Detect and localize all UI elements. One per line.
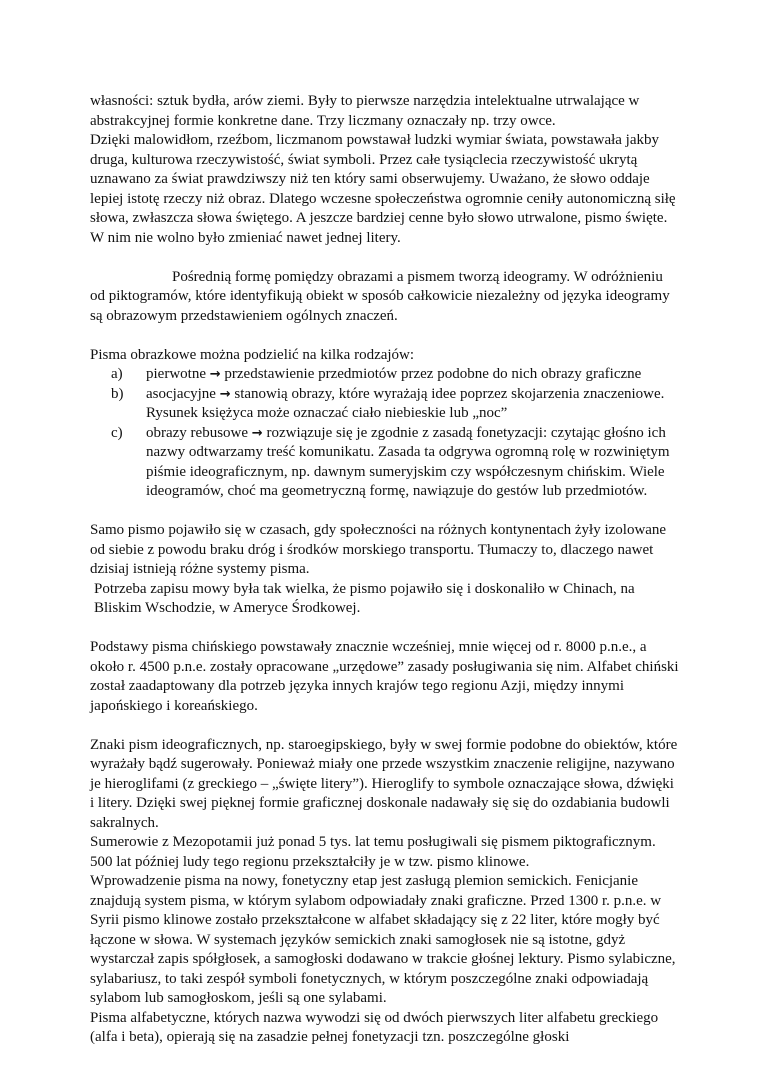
paragraph: Pisma alfabetyczne, których nazwa wywodzi się od dwóch pierwszych liter alfabetu greckiego (alfa i beta), opierają się na zasadzie pełnej fonetyzacji tzn. poszczególne głoski bbox=[90, 1009, 659, 1045]
list-marker: a) bbox=[111, 366, 123, 382]
list-intro: Pisma obrazkowe można podzielić na kilka rodzajów: bbox=[90, 346, 415, 363]
paragraph: Podstawy pisma chińskiego powstawały znacznie wcześniej, mnie więcej od r. 8000 p.n.e., a około r. 4500 p.n.e. zostały opracowane „urzędowe” zasady posługiwania się nim. Alfabet chiński został zaadaptowany dla potrzeb języka innych krajów tego regionu Azji, między innymi japońskiego i koreańskiego. bbox=[90, 639, 679, 714]
paragraph: Wprowadzenie pisma na nowy, fonetyczny etap jest zasługą plemion semickich. Fenicjanie znajdują system pisma, w którym sylabom odpowiadały znaki graficzne. Przed 1300 r. p.n.e. w Syrii pismo klinowe zostało przekształcone w alfabet składający się z 22 liter, które mogły być łączone w słowa. W systemach języków semickich znaki samogłosek nie są istotne, gdyż wystarczał zapis spółgłosek, a samogłoski dodawano w trakcie głośnej lektury. Pismo sylabiczne, sylabariusz, to taki zespół symboli fonetycznych, w którym poszczególne znaki odpowiadają sylabom lub samogłoskom, jeśli są one sylabami. bbox=[90, 873, 676, 1006]
list-text: stanowią obrazy, które wyrażają idee poprzez skojarzenia znaczeniowe. Rysunek księżyca może oznaczać ciało niebieskie lub „noc” bbox=[146, 385, 665, 421]
list-item bbox=[90, 365, 680, 385]
paragraph: Sumerowie z Mezopotamii już ponad 5 tys. lat temu posługiwali się pismem piktograficznym. 500 lat później ludy tego regionu przekształciły je w tzw. pismo klinowe. bbox=[90, 834, 656, 870]
blank-line bbox=[90, 716, 680, 736]
list-term: asocjacyjne bbox=[146, 385, 216, 402]
list-item bbox=[90, 424, 680, 502]
writing-types-list bbox=[90, 365, 680, 502]
list-item bbox=[90, 385, 680, 424]
blank-line bbox=[90, 619, 680, 639]
paragraph: Pośrednią formę pomiędzy obrazami a pismem tworzą ideogramy. W odróżnieniu od piktogramów, które identyfikują obiekt w sposób całkowicie niezależny od języka ideogramy są obrazowym przedstawieniem ogólnych znaczeń. bbox=[90, 268, 670, 324]
right-arrow-icon: → bbox=[251, 425, 263, 441]
list-term: pierwotne bbox=[146, 366, 206, 382]
list-marker: b) bbox=[111, 385, 124, 402]
right-arrow-icon: → bbox=[209, 367, 221, 382]
paragraph: Dzięki malowidłom, rzeźbom, liczmanom powstawał ludzki wymiar świata, powstawała jakby druga, kulturowa rzeczywistość, świat symboli. Przez całe tysiąclecia rzeczywistość ukrytą uznawano za świat prawdziwszy niż ten który sami obserwujemy. Uważano, że słowo oddaje lepiej istotę rzeczy niż obraz. Dlatego wczesne społeczeństwa ogromnie ceniły autonomiczną siłę słowa, zwłaszcza słowa świętego. A jeszcze bardziej cenne było słowo utrwalone, pismo święte. W nim nie wolno było zmieniać nawet jednej litery. bbox=[90, 132, 676, 246]
list-text: przedstawienie przedmiotów przez podobne do nich obrazy graficzne bbox=[224, 366, 642, 382]
paragraph: Samo pismo pojawiło się w czasach, gdy społeczności na różnych kontynentach żyły izolowane od siebie z powodu braku dróg i środków morskiego transportu. Tłumaczy to, dlaczego nawet dzisiaj istnieją różne systemy pisma. bbox=[90, 522, 667, 577]
document-body bbox=[90, 92, 680, 1048]
list-marker: c) bbox=[111, 424, 123, 441]
list-text: rozwiązuje się je zgodnie z zasadą fonetyzacji: czytając głośno ich nazwy odtwarzamy treść komunikatu. Zasada ta odgrywa ogromną rolę w rozwiniętym piśmie ideograficznym, np. dawnym sumeryjskim czy współczesnym chińskim. Wiele ideogramów, choć ma geometryczną formę, nawiązuje do gestów lub przedmiotów. bbox=[146, 424, 670, 499]
blank-line bbox=[90, 248, 680, 268]
list-term: obrazy rebusowe bbox=[146, 424, 249, 441]
blank-line bbox=[90, 326, 680, 346]
paragraph: Znaki pism ideograficznych, np. staroegipskiego, były w swej formie podobne do obiektów, które wyrażały bądź sugerowały. Ponieważ miały one przede wszystkim znaczenie religijne, nazywano je hieroglifami (z greckiego – „święte litery”). Hieroglify to symbole oznaczające słowa, dźwięki i litery. Dzięki swej pięknej formie graficznej doskonale nadawały się się do ozdabiania budowli sakralnych. bbox=[90, 736, 678, 831]
paragraph: własności: sztuk bydła, arów ziemi. Były to pierwsze narzędzia intelektualne utrwalające w abstrakcyjnej formie konkretne dane. Trzy liczmany oznaczały np. trzy owce. bbox=[90, 93, 640, 129]
paragraph: Potrzeba zapisu mowy była tak wielka, że pismo pojawiło się i doskonaliło w Chinach, na Bliskim Wschodzie, w Ameryce Środkowej. bbox=[94, 580, 635, 616]
blank-line bbox=[90, 502, 680, 522]
right-arrow-icon: → bbox=[219, 386, 231, 402]
